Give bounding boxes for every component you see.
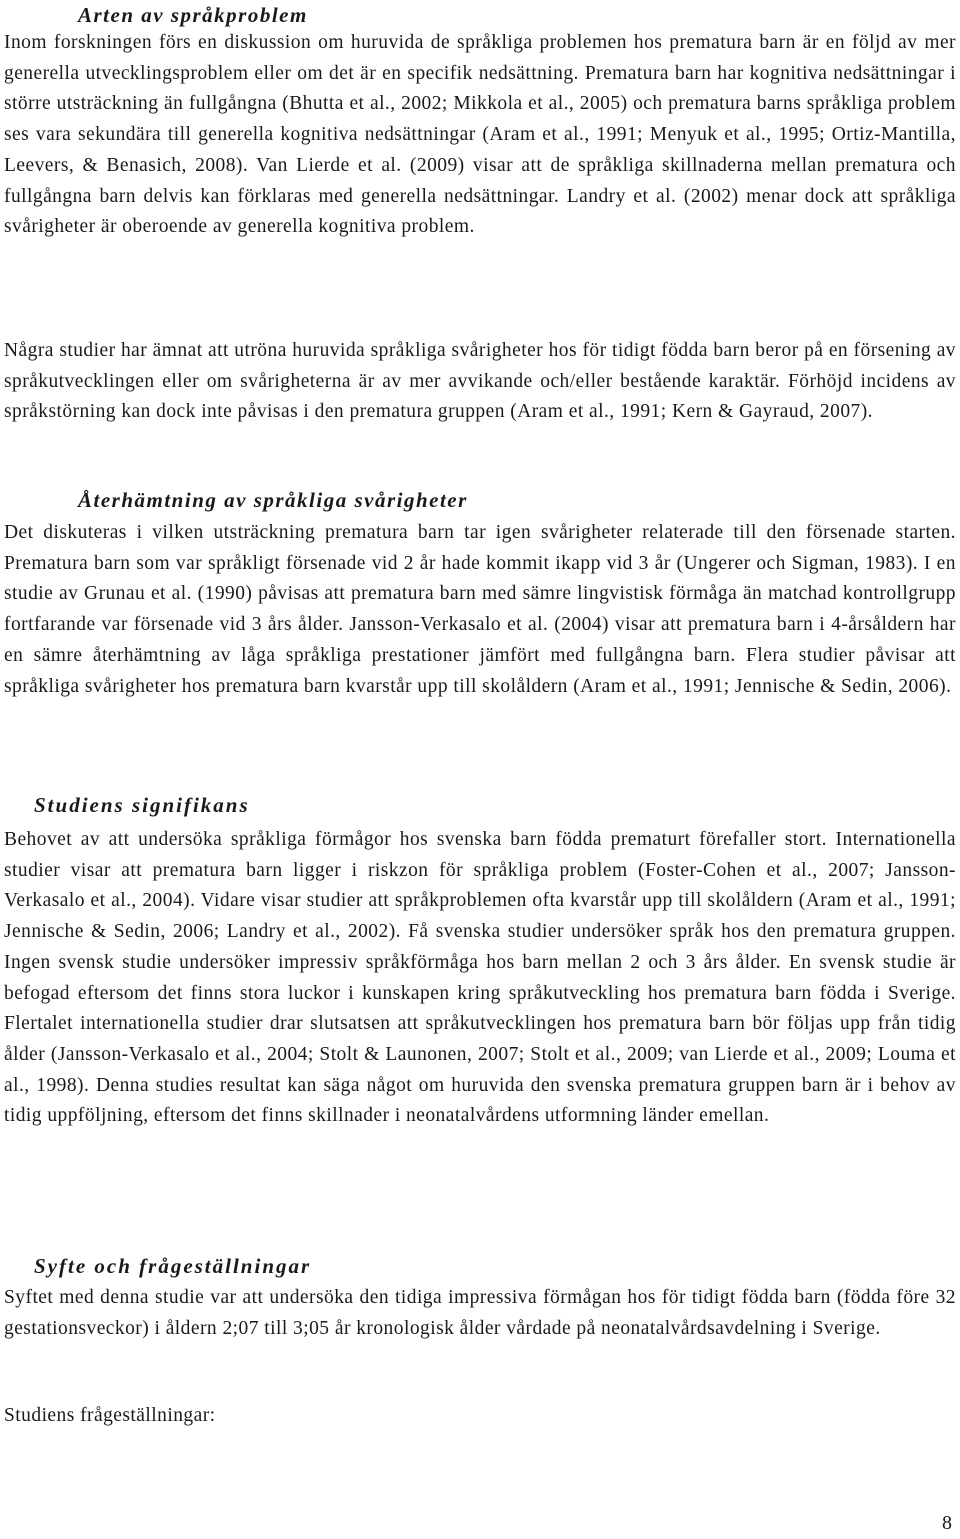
section-heading-aterhamtning: Återhämtning av språkliga svårigheter <box>78 488 468 512</box>
paragraph-syfte-1: Syftet med denna studie var att undersöka den tidiga impressiva förmågan hos för tidigt födda barn (födda före 32 gestationsveckor) i åldern 2;07 till 3;05 år kronologisk ålder vårdade på neonatalvårdsavdelning i Sverige. <box>4 1287 956 1339</box>
section-heading-signifikans: Studiens signifikans <box>34 793 250 817</box>
paragraph-fragestallningar: Studiens frågeställningar: <box>4 1405 216 1426</box>
paragraph-arten-2: Några studier har ämnat att utröna huruvida språkliga svårigheter hos för tidigt födda barn beror på en försening av språkutvecklingen eller om svårigheterna är av mer avvikande och/eller bestående karaktär. Förhöjd incidens av språkstörning kan dock inte påvisas i den prematura gruppen (Aram et al., 1991; Kern & Gayraud, 2007). <box>4 340 956 423</box>
paragraph-signifikans-1: Behovet av att undersöka språkliga förmågor hos svenska barn födda prematurt förefaller stort. Internationella studier visar att prematura barn ligger i riskzon för språkliga problem (Foster-Cohen et al., 2007; Jansson-Verkasalo et al., 2004). Vidare visar studier att språkproblemen ofta kvarstår upp till skolåldern (Aram et al., 1991; Jennische & Sedin, 2006; Landry et al., 2002). Få svenska studier undersöker språk hos den prematura gruppen. Ingen svensk studie undersöker impressiv språkförmåga hos barn mellan 2 och 3 års ålder. En svensk studie är befogad eftersom det finns stora luckor i kunskapen kring språkutveckling hos prematura barn födda i Sverige. Flertalet internationella studier drar slutsatsen att språkutvecklingen hos prematura barn bör följas upp från tidig ålder (Jansson-Verkasalo et al., 2004; Stolt & Launonen, 2007; Stolt et al., 2009; van Lierde et al., 2009; Louma et al., 1998). Denna studies resultat kan säga något om huruvida den svenska prematura gruppen barn är i behov av tidig uppföljning, eftersom det finns skillnader i neonatalvårdens utformning länder emellan. <box>4 829 956 1127</box>
page-number: 8 <box>942 1512 952 1534</box>
paragraph-aterhamtning-1: Det diskuteras i vilken utsträckning prematura barn tar igen svårigheter relaterade till den försenade starten. Prematura barn som var språkligt försenade vid 2 år hade kommit ikapp vid 3 år (Ungerer och Sigman, 1983). I en studie av Grunau et al. (1990) påvisas att prematura barn med sämre lingvistisk förmåga än matchad kontrollgrupp fortfarande var försenade vid 3 års ålder. Jansson-Verkasalo et al. (2004) visar att prematura barn i 4-årsåldern har en sämre återhämtning av låga språkliga prestationer jämfört med fullgångna barn. Flera studier påvisar att språkliga svårigheter hos prematura barn kvarstår upp till skolåldern (Aram et al., 1991; Jennische & Sedin, 2006). <box>4 522 956 697</box>
paragraph-arten-1: Inom forskningen förs en diskussion om huruvida de språkliga problemen hos prematura barn är en följd av mer generella utvecklingsproblem eller om det är en specifik nedsättning. Prematura barn har kognitiva nedsättningar i större utsträckning än fullgångna (Bhutta et al., 2002; Mikkola et al., 2005) och prematura barns språkliga problem ses vara sekundära till generella kognitiva nedsättningar (Aram et al., 1991; Menyuk et al., 1995; Ortiz-Mantilla, Leevers, & Benasich, 2008). Van Lierde et al. (2009) visar att de språkliga skillnaderna mellan prematura och fullgångna barn delvis kan förklaras med generella nedsättningar. Landry et al. (2002) menar dock att språkliga svårigheter är oberoende av generella kognitiva problem. <box>4 32 956 238</box>
section-heading-syfte: Syfte och frågeställningar <box>34 1254 312 1278</box>
section-heading-arten: Arten av språkproblem <box>78 3 308 27</box>
